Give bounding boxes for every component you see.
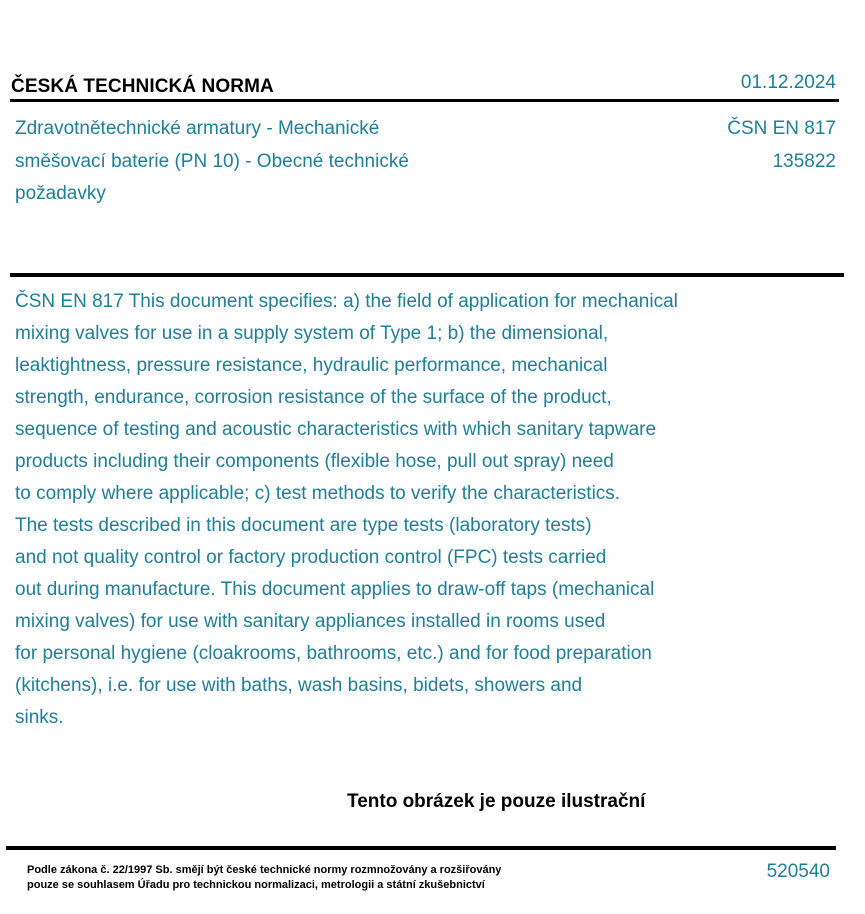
norm-header-title: ČESKÁ TECHNICKÁ NORMA: [11, 76, 274, 97]
document-identifiers: [727, 113, 836, 178]
publication-date: 01.12.2024: [740, 72, 836, 93]
document-title: Zdravotnětechnické armatury - Mechanické směšovací baterie (PN 10) - Obecné technické požadavky: [15, 118, 409, 204]
header-divider: [10, 99, 839, 102]
catalog-number: 135822: [772, 150, 836, 172]
legal-notice: Podle zákona č. 22/1997 Sb. smějí být české technické normy rozmnožovány a rozšiřovány pouze se souhlasem Úřadu pro technickou normalizaci, metrologii a státní zkušebnictví: [27, 864, 502, 891]
standard-id: ČSN EN 817: [727, 118, 836, 139]
illustration-note: Tento obrázek je pouze ilustrační: [347, 791, 646, 812]
footer-divider: [6, 846, 836, 850]
footer-code: 520540: [766, 861, 830, 882]
document-abstract: ČSN EN 817 This document specifies: a) the field of application for mechanical mixing valves for use in a supply system of Type 1; b) the dimensional, leaktightness, pressure resistance, hydraulic performance, mechanical strength, endurance, corrosion resistance of the surface of the product, sequence of testing and acoustic characteristics with which sanitary tapware products including their components (flexible hose, pull out spray) need to comply where applicable; c) test methods to verify the characteristics. The tests described in this document are type tests (laboratory tests) and not quality control or factory production control (FPC) tests carried out during manufacture. This document applies to draw-off taps (mechanical mixing valves) for use with sanitary appliances installed in rooms used for personal hygiene (cloakrooms, bathrooms, etc.) and for food preparation (kitchens), i.e. for use with baths, wash basins, bidets, showers and sinks.: [15, 291, 678, 728]
title-divider: [10, 273, 844, 277]
